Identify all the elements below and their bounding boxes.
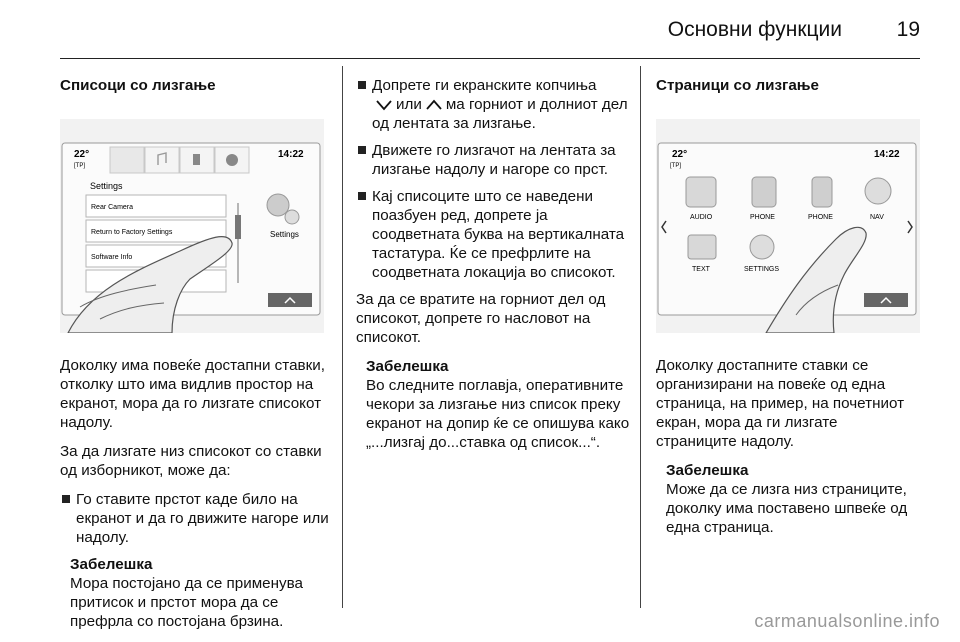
home-icon-label: PHONE <box>750 214 775 221</box>
scrollbar-thumb[interactable] <box>235 215 241 239</box>
tp-indicator: [TP] <box>74 163 86 169</box>
bullet-marker <box>358 81 366 89</box>
bullet-marker <box>358 146 366 154</box>
list-item-label: Return to Factory Settings <box>91 229 173 236</box>
column-separator-1 <box>342 66 343 608</box>
note-title: Забелешка <box>666 462 749 479</box>
note-title: Забелешка <box>366 358 449 375</box>
note-text: Во следните поглавја, оперативните чекори за лизгање низ список преку екранот на допир ќе се опишува како „...лизгај до...ставка од список...“. <box>366 377 630 451</box>
bullet-text: ма горниот и долниот дел од лентата за лизгање. <box>372 96 628 132</box>
home-icon-label: AUDIO <box>690 214 713 221</box>
temperature-readout: 22° <box>74 149 90 160</box>
clock: 14:22 <box>874 149 900 160</box>
gear-icon <box>285 210 299 224</box>
gear-icon[interactable] <box>750 235 774 259</box>
note <box>656 461 922 537</box>
chevron-up-icon <box>426 99 442 111</box>
paragraph: Доколку достапните ставки се организирани на повеќе од една страница, на пример, на почетниот екран, мора да ги лизгате страниците надолу. <box>656 357 905 450</box>
header-title: Основни функции <box>667 18 842 41</box>
phone-icon <box>193 154 200 165</box>
page-number: 19 <box>896 18 920 41</box>
bullet-item <box>60 490 330 547</box>
paragraph: Доколку има повеќе достапни ставки, отколку што има видлив простор на екранот, мора да го лизгате списокот надолу. <box>60 357 325 431</box>
home-icon-label: PHONE <box>808 214 833 221</box>
settings-list-figure <box>60 119 324 333</box>
bullet-text: Кај списоците што се наведени поазбуен ред, допрете ја соодветната буква на вертикалната тастатура. Ќе се префрлите на соодветната локација во списокот. <box>372 188 625 281</box>
phone-icon[interactable] <box>812 177 832 207</box>
paragraph: За да се вратите на горниот дел од списокот, допрете го насловот на списокот. <box>356 291 606 346</box>
list-item-label: Software Info <box>91 254 133 261</box>
bullet-marker <box>62 495 70 503</box>
scroll-up-button[interactable] <box>864 293 908 307</box>
column-1 <box>60 76 330 631</box>
gear-icon <box>267 194 289 216</box>
header-rule <box>60 58 920 59</box>
tab-home[interactable] <box>110 147 144 173</box>
settings-title: Settings <box>90 181 123 191</box>
note-text: Мора постојано да се применува притисок и прстот мора да се префрла со постојана брзина. <box>70 575 303 630</box>
section-heading: Списоци со лизгање <box>60 77 216 94</box>
clock: 14:22 <box>278 149 304 160</box>
section-heading: Страници со лизгање <box>656 77 819 94</box>
note <box>356 357 632 452</box>
home-icon-label: SETTINGS <box>744 266 780 273</box>
chevron-down-icon <box>376 99 392 111</box>
bullet-text: Движете го лизгачот на лентата за лизгање надолу и нагоре со прст. <box>372 142 616 178</box>
home-pages-figure <box>656 119 920 333</box>
column-3 <box>656 76 922 537</box>
compass-icon[interactable] <box>865 178 891 204</box>
column-separator-2 <box>640 66 641 608</box>
bullet-item <box>356 76 632 133</box>
bullet-text: Допрете ги екранските копчиња <box>372 77 597 94</box>
scroll-up-button[interactable] <box>268 293 312 307</box>
phone-icon[interactable] <box>752 177 776 207</box>
bullet-item <box>356 141 632 179</box>
note-title: Забелешка <box>70 556 153 573</box>
bullet-marker <box>358 192 366 200</box>
paragraph: За да лизгате низ списокот со ставки од изборникот, може да: <box>60 443 322 479</box>
temperature-readout: 22° <box>672 149 688 160</box>
settings-side-label: Settings <box>270 230 299 239</box>
bullet-text: или <box>396 96 422 113</box>
column-2 <box>356 76 632 452</box>
tp-indicator: [TP] <box>670 163 682 169</box>
home-icon-label: TEXT <box>692 266 710 273</box>
list-item-label: Rear Camera <box>91 204 134 211</box>
note <box>60 555 330 631</box>
bullet-text: Го ставите прстот каде било на екранот и да го движите нагоре или надолу. <box>76 491 329 546</box>
home-icon-label: NAV <box>870 214 884 221</box>
note-text: Може да се лизга низ страниците, доколку има поставено шпвеќе од една страница. <box>666 481 908 536</box>
bullet-item <box>356 187 632 282</box>
tab-audio[interactable] <box>145 147 179 173</box>
watermark-url: carmanualsonline.info <box>754 611 940 631</box>
nav-icon <box>226 154 238 166</box>
music-icon[interactable] <box>686 177 716 207</box>
text-message-icon[interactable] <box>688 235 716 259</box>
